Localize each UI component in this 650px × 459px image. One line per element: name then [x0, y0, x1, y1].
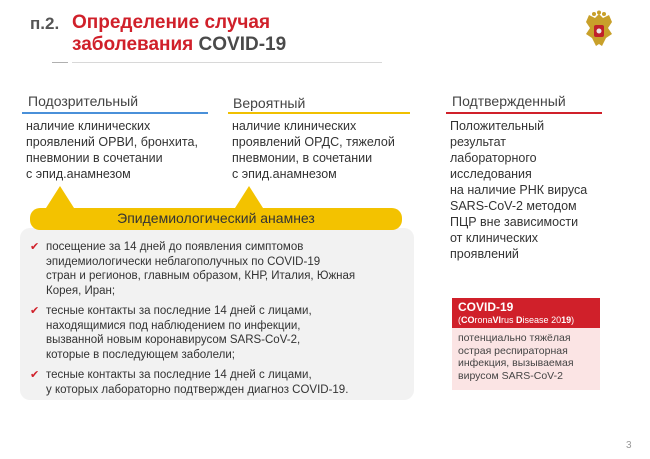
- text-line: вызванной новым коронавирусом SARS-CoV-2,: [46, 334, 301, 346]
- text-line: острая респираторная: [458, 344, 568, 357]
- text-line: наличие клинических: [26, 119, 151, 133]
- text-line: проявлений: [450, 247, 519, 261]
- check-icon: ✔: [30, 241, 40, 253]
- text-line: потенциально тяжёлая: [458, 332, 571, 344]
- check-icon: ✔: [30, 305, 40, 317]
- column-underline-suspected: [22, 112, 208, 114]
- column-text-probable: [232, 118, 395, 182]
- text-line: пневмонии, в сочетании: [232, 151, 373, 165]
- column-heading-probable: Вероятный: [233, 95, 306, 111]
- subtitle-part: CO: [461, 315, 475, 325]
- text-line: ПЦР вне зависимости: [450, 215, 579, 229]
- text-line: находящимися под наблюдением по инфекции,: [46, 319, 301, 332]
- text-line: на наличие РНК вируса: [450, 183, 588, 197]
- column-heading-suspected: Подозрительный: [28, 93, 139, 109]
- title-divider-short: [52, 62, 68, 63]
- column-heading-confirmed: Подтвержденный: [452, 93, 566, 109]
- list-item: [30, 368, 410, 397]
- column-underline-confirmed: [446, 112, 602, 114]
- page-number: 3: [626, 440, 632, 451]
- subtitle-part: rona: [474, 315, 493, 325]
- subtitle-part: isease 20: [522, 315, 562, 325]
- text-line: вирусом SARS-CoV-2: [458, 369, 563, 382]
- epid-criteria-list: [30, 240, 410, 403]
- text-line: проявлений ОРВИ, бронхита,: [26, 135, 198, 149]
- text-line: наличие клинических: [232, 119, 357, 133]
- epid-pointer-left: [46, 186, 74, 208]
- text-line: проявлений ОРДС, тяжелой: [232, 135, 395, 149]
- text-line: посещение за 14 дней до появления симптомов: [46, 241, 304, 253]
- text-line: Корея, Иран;: [46, 284, 116, 297]
- list-item: [30, 304, 410, 362]
- subtitle-part: (: [458, 315, 461, 325]
- epid-pointer-right: [235, 186, 263, 208]
- subtitle-part: rus: [501, 315, 517, 325]
- section-number: п.2.: [30, 14, 60, 33]
- text-line: от клинических: [450, 231, 539, 245]
- text-line: стран и регионов, главным образом, КНР, Италия, Южная: [46, 270, 356, 282]
- text-line: лабораторного: [450, 151, 537, 165]
- text-line: с эпид.анамнезом: [26, 167, 131, 181]
- covid-card-description: [458, 332, 598, 382]
- text-line: тесные контакты за последние 14 дней с лицами,: [46, 305, 312, 317]
- text-line: инфекция, вызываемая: [458, 357, 574, 369]
- text-line: эпидемиологически неблагополучных по COVID-19: [46, 255, 321, 268]
- column-underline-probable: [228, 112, 410, 114]
- covid-card-subtitle: [458, 315, 574, 325]
- title-line-1: Определение случая: [72, 12, 271, 33]
- epid-title: Эпидемиологический анамнез: [117, 210, 315, 226]
- subtitle-part: VI: [492, 315, 502, 325]
- text-line: результат: [450, 135, 507, 149]
- coat-of-arms-icon: [582, 10, 616, 50]
- subtitle-part: ): [571, 315, 575, 325]
- text-line: тесные контакты за последние 14 дней с лицами,: [46, 369, 312, 381]
- covid-card-title: COVID-19: [458, 300, 514, 314]
- column-text-suspected: [26, 118, 198, 182]
- text-line: у которых лабораторно подтвержден диагноз COVID-19.: [46, 383, 349, 396]
- text-line: SARS-CoV-2 методом: [450, 199, 577, 213]
- title-divider: [72, 62, 382, 63]
- title-line-2-red: заболевания: [72, 34, 194, 55]
- text-line: которые в последующем заболели;: [46, 348, 235, 361]
- title-line-2-dark: COVID-19: [198, 34, 287, 55]
- text-line: пневмонии в сочетании: [26, 151, 163, 165]
- page-title: [72, 12, 286, 56]
- subtitle-part: 19: [561, 315, 572, 325]
- column-text-confirmed: [450, 118, 587, 262]
- check-icon: ✔: [30, 369, 40, 381]
- list-item: [30, 240, 410, 298]
- text-line: с эпид.анамнезом: [232, 167, 337, 181]
- text-line: исследования: [450, 167, 532, 181]
- subtitle-part: D: [516, 315, 523, 325]
- text-line: Положительный: [450, 119, 545, 133]
